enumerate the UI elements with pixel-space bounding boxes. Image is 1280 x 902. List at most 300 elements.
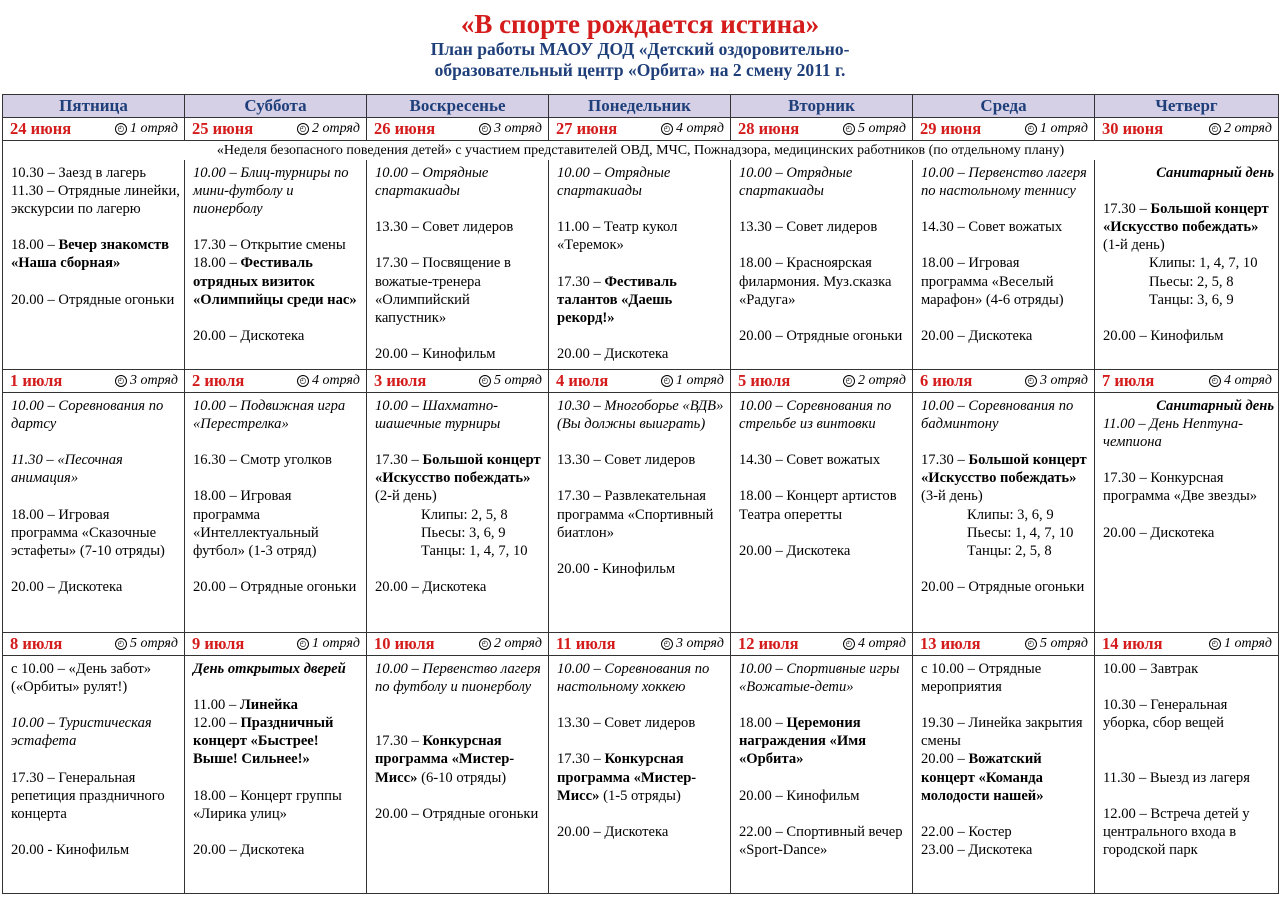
- event-item: [557, 487, 726, 541]
- duty-squad-label: 4 отряд: [311, 373, 360, 388]
- event-text: 23.00 – Дискотека: [921, 841, 1033, 858]
- spacer: [11, 696, 180, 714]
- event-text: 18.00 –: [193, 255, 241, 272]
- event-item: [739, 714, 908, 768]
- events-row: [3, 656, 1279, 894]
- day-events-cell: [549, 393, 731, 633]
- concert-group-line: Пьесы: 3, 6, 9: [421, 524, 506, 541]
- event-text: 17.30 –: [1103, 201, 1151, 218]
- subtitle-line-2: образовательный центр «Орбита» на 2 смену 2011 г.: [434, 60, 846, 80]
- event-text: 20.00 – Кинофильм: [739, 787, 860, 804]
- event-text: 13.30 – Совет лидеров: [557, 715, 696, 732]
- event-highlight: Вожатский концерт «Команда молодости нашей»: [921, 751, 1044, 804]
- duty-squad: [661, 636, 724, 652]
- date-label: 14 июля: [1102, 634, 1163, 653]
- duty-squad-label: 3 отряд: [675, 636, 724, 651]
- events-row: [3, 160, 1279, 370]
- event-text: 18.00 – Концерт группы «Лирика улиц»: [193, 787, 342, 822]
- spacer: [193, 218, 362, 236]
- spacer: [921, 696, 1090, 714]
- spacer: [557, 433, 726, 451]
- event-text: 11.30 – Отрядные линейки, экскурсии по лагерю: [11, 183, 180, 218]
- subtitle-line-1: План работы МАОУ ДОД «Детский оздоровительно-: [430, 39, 850, 59]
- spacer: [193, 309, 362, 327]
- date-cell: [1095, 370, 1279, 393]
- clock-icon: ◴: [115, 123, 127, 135]
- event-item: [193, 714, 362, 768]
- weekday-header-row: [3, 95, 1279, 118]
- event-item: [921, 451, 1090, 505]
- safety-week-banner: «Неделя безопасного поведения детей» с участием представителей ОВД, МЧС, Пожнадзора, медицинских работников (по отдельному плану): [3, 141, 1279, 161]
- spacer: [739, 769, 908, 787]
- event-item: [557, 560, 726, 578]
- event-text: 11.00 – Театр кукол «Теремок»: [557, 219, 678, 254]
- duty-squad: [843, 636, 906, 652]
- date-label: 13 июля: [920, 634, 981, 653]
- date-cell: [549, 118, 731, 141]
- event-item: [1103, 200, 1274, 254]
- clock-icon: ◴: [297, 638, 309, 650]
- event-highlight: Церемония награждения «Имя «Орбита»: [739, 715, 867, 768]
- duty-squad-label: 2 отряд: [311, 121, 360, 136]
- events-row: [3, 393, 1279, 633]
- spacer: [375, 200, 544, 218]
- spacer: [193, 560, 362, 578]
- schedule-body: [3, 118, 1279, 894]
- event-item: 10.00 – Отрядные спартакиады: [375, 165, 489, 200]
- event-item: [193, 487, 362, 559]
- duty-squad: [661, 121, 724, 137]
- clock-icon: ◴: [661, 123, 673, 135]
- event-text: 16.30 – Смотр уголков: [193, 452, 332, 469]
- event-text: 20.00 – Дискотека: [193, 327, 305, 344]
- weekday-header: Вторник: [731, 95, 913, 118]
- event-text: 17.30 – Посвящение в вожатые-тренера «Олимпийский капустник»: [375, 255, 511, 326]
- header: [0, 9, 1280, 81]
- spacer: [11, 823, 180, 841]
- clock-icon: ◴: [1209, 638, 1221, 650]
- concert-group-line: Клипы: 2, 5, 8: [421, 506, 508, 523]
- event-item: [921, 714, 1090, 750]
- event-text: с 10.00 – «День забот» («Орбиты» рулят!): [11, 661, 152, 696]
- duty-squad-label: 5 отряд: [857, 121, 906, 136]
- event-item: 10.00 – Соревнования по дартсу: [11, 398, 164, 433]
- event-item: 10.00 – Шахматно-шашечные турниры: [375, 398, 501, 433]
- event-text: 20.00 – Отрядные огоньки: [11, 291, 175, 308]
- event-text: 18.00 –: [739, 715, 787, 732]
- spacer: [557, 200, 726, 218]
- event-text: 12.00 –: [193, 715, 241, 732]
- day-events-cell: [185, 160, 367, 370]
- event-text: 19.30 – Линейка закрытия смены: [921, 715, 1083, 750]
- event-text: 22.00 – Спортивный вечер «Sport-Dance»: [739, 823, 903, 858]
- event-text: 18.00 – Красноярская филармония. Муз.сказка «Радуга»: [739, 255, 892, 308]
- date-label: 7 июля: [1102, 371, 1155, 390]
- event-text: 20.00 – Отрядные огоньки: [375, 805, 539, 822]
- date-cell: [367, 118, 549, 141]
- clock-icon: ◴: [1025, 375, 1037, 387]
- special-day-label: День открытых дверей: [193, 661, 346, 677]
- event-highlight: Большой концерт «Искусство побеждать»: [921, 452, 1087, 487]
- clock-icon: ◴: [297, 375, 309, 387]
- duty-squad: [1025, 121, 1088, 137]
- duty-squad-label: 4 отряд: [1223, 373, 1272, 388]
- event-item: [375, 218, 544, 236]
- event-item: [193, 787, 362, 823]
- spacer: [1103, 678, 1274, 696]
- event-text: 17.30 – Открытие смены: [193, 237, 346, 254]
- spacer: [557, 469, 726, 487]
- schedule-table: [2, 94, 1279, 894]
- event-text: 18.00 – Игровая программа «Сказочные эстафеты» (7-10 отряды): [11, 506, 165, 559]
- duty-squad-label: 1 отряд: [1223, 636, 1272, 651]
- event-text: 17.30 –: [375, 452, 423, 469]
- event-item: 10.00 – Соревнования по стрельбе из винтовки: [739, 398, 892, 433]
- event-item: [921, 841, 1090, 859]
- event-text: 14.30 – Совет вожатых: [739, 452, 881, 469]
- date-label: 8 июля: [10, 634, 63, 653]
- day-events-cell: [367, 160, 549, 370]
- special-day-label: Санитарный день: [1156, 165, 1274, 181]
- duty-squad: [661, 373, 724, 389]
- date-label: 26 июня: [374, 119, 436, 138]
- date-label: 1 июля: [10, 371, 63, 390]
- duty-squad-label: 1 отряд: [129, 121, 178, 136]
- weekday-header: Среда: [913, 95, 1095, 118]
- event-note: (1-й день): [1103, 237, 1165, 254]
- event-text: 17.30 – Генеральная репетиция праздничного концерта: [11, 769, 165, 822]
- date-label: 5 июля: [738, 371, 791, 390]
- event-text: 10.00 – Завтрак: [1103, 661, 1199, 677]
- date-label: 11 июля: [556, 634, 616, 653]
- spacer: [739, 200, 908, 218]
- event-highlight: Большой концерт «Искусство побеждать»: [375, 452, 541, 487]
- event-item: [1103, 327, 1274, 345]
- spacer: [739, 309, 908, 327]
- duty-squad: [297, 373, 360, 389]
- clock-icon: ◴: [843, 638, 855, 650]
- event-item: 10.00 – Блиц-турниры по мини-футболу и пионерболу: [193, 165, 349, 218]
- clock-icon: ◴: [1209, 123, 1221, 135]
- spacer: [11, 560, 180, 578]
- concert-group-line: Клипы: 1, 4, 7, 10: [1149, 255, 1258, 272]
- spacer: [921, 433, 1090, 451]
- event-item: [375, 451, 544, 505]
- clock-icon: ◴: [1025, 123, 1037, 135]
- spacer: [921, 200, 1090, 218]
- event-item: [1103, 469, 1274, 505]
- event-text: 20.00 – Отрядные огоньки: [739, 327, 903, 344]
- event-text: 11.30 – Выезд из лагеря: [1103, 769, 1250, 786]
- date-cell: [367, 370, 549, 393]
- duty-squad-label: 3 отряд: [493, 121, 542, 136]
- date-label: 9 июля: [192, 634, 245, 653]
- spacer: [921, 560, 1090, 578]
- day-events-cell: [731, 393, 913, 633]
- date-cell: [731, 633, 913, 656]
- event-item: [375, 732, 544, 786]
- date-cell: [3, 633, 185, 656]
- date-cell: [731, 370, 913, 393]
- spacer: [11, 218, 180, 236]
- event-item: [1103, 696, 1274, 732]
- event-text: 22.00 – Костер: [921, 823, 1012, 840]
- spacer: [557, 542, 726, 560]
- spacer: [375, 327, 544, 345]
- spacer: [193, 769, 362, 787]
- event-item: [193, 451, 362, 469]
- date-cell: [367, 633, 549, 656]
- event-item: [557, 345, 726, 363]
- clock-icon: ◴: [115, 638, 127, 650]
- duty-squad-label: 4 отряд: [675, 121, 724, 136]
- date-cell: [1095, 633, 1279, 656]
- event-text: 20.00 – Дискотека: [375, 578, 487, 595]
- date-cell: [185, 633, 367, 656]
- event-text: 17.30 –: [557, 751, 605, 768]
- date-cell: [3, 118, 185, 141]
- duty-squad: [1025, 373, 1088, 389]
- day-events-cell: [3, 393, 185, 633]
- duty-squad: [479, 373, 542, 389]
- event-item: [193, 841, 362, 859]
- date-label: 28 июня: [738, 119, 800, 138]
- clock-icon: ◴: [661, 375, 673, 387]
- event-text: 18.00 –: [11, 237, 59, 254]
- duty-squad-label: 4 отряд: [857, 636, 906, 651]
- duty-squad-label: 1 отряд: [675, 373, 724, 388]
- date-cell: [1095, 118, 1279, 141]
- spacer: [739, 433, 908, 451]
- weekday-header: Суббота: [185, 95, 367, 118]
- event-item: [921, 254, 1090, 308]
- duty-squad: [115, 121, 178, 137]
- concert-group-line: Пьесы: 2, 5, 8: [1149, 273, 1234, 290]
- event-highlight: Конкурсная программа «Мистер-Мисс»: [557, 751, 697, 804]
- event-item: 10.00 – Туристическая эстафета: [11, 715, 152, 750]
- event-text: 20.00 – Дискотека: [921, 327, 1033, 344]
- date-cell: [731, 118, 913, 141]
- date-label: 24 июня: [10, 119, 72, 138]
- event-item: 10.00 – Спортивные игры «Вожатые-дети»: [739, 661, 900, 696]
- spacer: [739, 469, 908, 487]
- duty-squad-label: 1 отряд: [1039, 121, 1088, 136]
- event-item: 11.30 – «Песочная анимация»: [11, 452, 123, 487]
- event-item: [921, 823, 1090, 841]
- spacer: [1103, 309, 1274, 327]
- event-text: 13.30 – Совет лидеров: [557, 452, 696, 469]
- event-item: [375, 345, 544, 363]
- day-events-cell: [3, 656, 185, 894]
- duty-squad-label: 3 отряд: [129, 373, 178, 388]
- event-item: [557, 273, 726, 327]
- event-text: 20.00 – Дискотека: [557, 345, 669, 362]
- date-label: 4 июля: [556, 371, 609, 390]
- event-item: [193, 578, 362, 596]
- date-label: 30 июня: [1102, 119, 1164, 138]
- event-text: 17.30 –: [557, 273, 605, 290]
- event-highlight: Большой концерт «Искусство побеждать»: [1103, 201, 1269, 236]
- date-cell: [913, 118, 1095, 141]
- event-item: [739, 487, 908, 523]
- spacer: [1103, 451, 1274, 469]
- event-item: [11, 182, 180, 218]
- event-item: 10.00 – Отрядные спартакиады: [557, 165, 671, 200]
- event-text: 11.00 –: [193, 697, 240, 714]
- spacer: [375, 560, 544, 578]
- spacer: [11, 433, 180, 451]
- date-row: [3, 633, 1279, 656]
- event-text: 17.30 – Развлекательная программа «Спортивный биатлон»: [557, 488, 714, 541]
- event-highlight: Фестиваль отрядных визиток «Олимпийцы среди нас»: [193, 255, 357, 308]
- date-cell: [185, 118, 367, 141]
- page-title: «В спорте рождается истина»: [460, 9, 820, 39]
- spacer: [1103, 182, 1274, 200]
- day-events-cell: [731, 160, 913, 370]
- spacer: [193, 433, 362, 451]
- event-item: [193, 327, 362, 345]
- event-text: 17.30 –: [375, 733, 423, 750]
- day-events-cell: [913, 160, 1095, 370]
- event-text: 18.00 – Игровая программа «Веселый марафон» (4-6 отряды): [921, 255, 1064, 308]
- duty-squad: [1209, 121, 1272, 137]
- day-events-cell: [3, 160, 185, 370]
- date-cell: [3, 370, 185, 393]
- spacer: [557, 327, 726, 345]
- event-item: [193, 696, 362, 714]
- event-item: [11, 660, 180, 696]
- spacer: [1103, 787, 1274, 805]
- duty-squad: [843, 121, 906, 137]
- event-item: [921, 218, 1090, 236]
- weekday-header: Понедельник: [549, 95, 731, 118]
- spacer: [193, 823, 362, 841]
- spacer: [921, 309, 1090, 327]
- date-label: 10 июля: [374, 634, 435, 653]
- clock-icon: ◴: [297, 123, 309, 135]
- day-events-cell: [549, 656, 731, 894]
- date-label: 12 июля: [738, 634, 799, 653]
- date-label: 25 июня: [192, 119, 254, 138]
- duty-squad: [1209, 373, 1272, 389]
- event-text: 20.00 – Дискотека: [557, 823, 669, 840]
- duty-squad: [1025, 636, 1088, 652]
- clock-icon: ◴: [843, 375, 855, 387]
- event-text: 17.30 – Конкурсная программа «Две звезды»: [1103, 470, 1258, 505]
- duty-squad: [115, 373, 178, 389]
- date-cell: [913, 370, 1095, 393]
- event-text: 13.30 – Совет лидеров: [375, 219, 514, 236]
- duty-squad-label: 1 отряд: [311, 636, 360, 651]
- spacer: [375, 236, 544, 254]
- event-text: 14.30 – Совет вожатых: [921, 219, 1063, 236]
- event-text: 20.00 – Дискотека: [1103, 524, 1215, 541]
- event-item: [375, 578, 544, 596]
- event-highlight: Вечер знакомств «Наша сборная»: [11, 237, 170, 272]
- spacer: [739, 524, 908, 542]
- event-item: [739, 787, 908, 805]
- date-label: 2 июля: [192, 371, 245, 390]
- event-item: [11, 164, 180, 182]
- duty-squad-label: 2 отряд: [1223, 121, 1272, 136]
- event-highlight: Праздничный концерт «Быстрее! Выше! Сильнее!»: [193, 715, 334, 768]
- event-text: 17.30 –: [921, 452, 969, 469]
- duty-squad: [115, 636, 178, 652]
- event-text: 20.00 – Отрядные огоньки: [193, 578, 357, 595]
- event-text: 20.00 – Кинофильм: [1103, 327, 1224, 344]
- event-highlight: Конкурсная программа «Мистер-Мисс»: [375, 733, 515, 786]
- event-item: [921, 578, 1090, 596]
- clock-icon: ◴: [115, 375, 127, 387]
- weekday-header: Четверг: [1095, 95, 1279, 118]
- duty-squad-label: 2 отряд: [493, 636, 542, 651]
- event-text: 10.30 – Генеральная уборка, сбор вещей: [1103, 697, 1228, 732]
- event-item: [1103, 769, 1274, 787]
- spacer: [375, 714, 544, 732]
- event-item: [921, 327, 1090, 345]
- event-item: [1103, 524, 1274, 542]
- spacer: [1103, 750, 1274, 768]
- clock-icon: ◴: [479, 123, 491, 135]
- banner-row: [3, 141, 1279, 161]
- spacer: [375, 787, 544, 805]
- date-label: 29 июня: [920, 119, 982, 138]
- spacer: [11, 750, 180, 768]
- event-text: 20.00 –: [921, 751, 969, 768]
- event-text: 10.30 – Заезд в лагерь: [11, 165, 146, 181]
- event-text: 20.00 – Дискотека: [739, 542, 851, 559]
- event-item: [1103, 805, 1274, 859]
- event-text: 20.00 - Кинофильм: [557, 560, 676, 577]
- duty-squad: [1209, 636, 1272, 652]
- event-item: [193, 236, 362, 254]
- spacer: [921, 236, 1090, 254]
- duty-squad-label: 3 отряд: [1039, 373, 1088, 388]
- date-label: 3 июля: [374, 371, 427, 390]
- event-text: 20.00 – Дискотека: [11, 578, 123, 595]
- clock-icon: ◴: [479, 638, 491, 650]
- event-text: 20.00 – Дискотека: [193, 841, 305, 858]
- event-item: [11, 236, 180, 272]
- date-cell: [913, 633, 1095, 656]
- date-cell: [549, 370, 731, 393]
- clock-icon: ◴: [479, 375, 491, 387]
- spacer: [375, 696, 544, 714]
- event-item: [739, 327, 908, 345]
- spacer: [193, 678, 362, 696]
- event-item: 10.00 – Первенство лагеря по настольному теннису: [921, 165, 1087, 200]
- event-item: [11, 578, 180, 596]
- event-item: [739, 254, 908, 308]
- duty-squad-label: 5 отряд: [129, 636, 178, 651]
- concert-group-line: Пьесы: 1, 4, 7, 10: [967, 524, 1074, 541]
- day-events-cell: [367, 656, 549, 894]
- event-text: 20.00 – Кинофильм: [375, 345, 496, 362]
- clock-icon: ◴: [843, 123, 855, 135]
- event-item: 11.00 – День Нептуна-чемпиона: [1103, 416, 1244, 451]
- date-label: 27 июня: [556, 119, 618, 138]
- concert-group-line: Танцы: 2, 5, 8: [967, 542, 1052, 559]
- event-note: (3-й день): [921, 488, 983, 505]
- duty-squad-label: 2 отряд: [857, 373, 906, 388]
- event-text: с 10.00 – Отрядные мероприятия: [921, 661, 1042, 696]
- day-events-cell: [185, 656, 367, 894]
- event-item: [375, 254, 544, 326]
- event-item: [557, 714, 726, 732]
- day-events-cell: [731, 656, 913, 894]
- day-events-cell: [913, 656, 1095, 894]
- clock-icon: ◴: [1209, 375, 1221, 387]
